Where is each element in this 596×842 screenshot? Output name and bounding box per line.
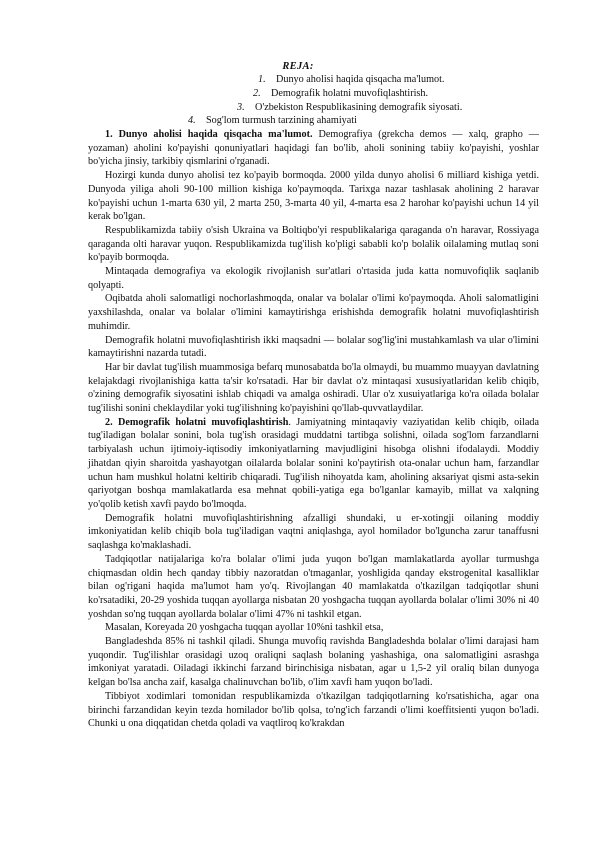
paragraph-text: Respublikamizda tabiiy o'sish Ukraina va Boltiqbo'yi respublikalariga qaraganda o'n haravar, Rossiyaga qaraganda olti haravar yuqon. Respublikamizda tug'ilish ko'pligi sababli ko'p bolalik oilalaming mutlaq soni ko'payib bormoqda.	[88, 224, 539, 264]
paragraph-text: Demografiya (grekcha demos — xalq, grapho — yozaman) aholini ko'payishi qonuniyatlari haqidagi fan bo'lib, aholi sonining tabiiy ko'payishi, yoshlar bo'yicha jinsiy, tarkibiy qismlarini o'rganadi.	[88, 129, 539, 168]
section-heading: 2. Demografik holatni muvofiqlashtirish	[105, 416, 289, 428]
plan-item-text: Demografik holatni muvofiqlashtirish.	[271, 88, 429, 99]
paragraph	[88, 169, 539, 224]
plan-item-number: 1.	[258, 74, 266, 85]
plan-item-number: 2.	[253, 88, 261, 99]
paragraph	[88, 361, 539, 416]
section-heading: 1. Dunyo aholisi haqida qisqacha ma'lumot.	[105, 129, 313, 140]
paragraph	[88, 292, 539, 333]
paragraph-text: Har bir davlat tug'ilish muammosiga befarq munosabatda bo'la olmaydi, bu muammo muayyan davlatning kelajakdagi rivojlanishiga katta ta'sir ko'rsatadi. Har bir davlat o'z mintaqasi xususiyatlaridan kelib chiqib, o'zining demografik siyosatini ishlab chiqadi va amalga oshiradi. Ular o'z xusuiyatlariga ko'ra oilada bolalar tug'ilishi sonini cheklaydilar yoki tug'ilishning ko'payishini qo'llab-quvvatlaydilar.	[88, 361, 539, 415]
paragraph-text: Hozirgi kunda dunyo aholisi tez ko'payib bormoqda. 2000 yilda dunyo aholisi 6 milliard kishiga yetdi. Dunyoda yiliga aholi 90-100 million kishiga ko'paymoqda. Tarixga nazar tashlasak aholining 2 haravar ko'payishi uchun 1-marta 630 yil, 2 marta 250, 3-marta 40 yil, 4-marta esa 2 harohar ko'payishi uchun 14 yil kerak bo'lgan.	[88, 170, 539, 223]
paragraph-text: Demografik holatni muvofiqlashtirishning afzalligi shundaki, u er-xotingji oilaning moddiy imkoniyatidan kelib chiqib bola tug'iladigan vaqtni aniqlashga, ayol homilador bo'lguncha zarur tanaffusni saqlashga ko'maklashadi.	[88, 512, 539, 552]
paragraph	[88, 690, 539, 731]
paragraph	[88, 128, 539, 169]
plan-title: REJA:	[282, 61, 314, 72]
paragraph-text: Demografik holatni muvofiqlashtirish ikki maqsadni — bolalar sog'lig'ini mustahkamlash va ular o'limini kamaytirishni nazarda tutadi.	[88, 334, 539, 360]
paragraph	[88, 416, 539, 512]
paragraph	[88, 553, 539, 622]
plan-item	[237, 101, 462, 115]
paragraph	[88, 224, 539, 265]
paragraph	[88, 635, 539, 690]
paragraph-text: . Jamiyatning mintaqaviy vaziyatidan kelib chiqib, oilada tug'iladigan bolalar sonini, bola tug'ish orasidagi muddatni tartibga solishni, oilada sog'lom farzandlarni tarbiyalash uchun ijtimoiy-iqtisodiy imkoniyatlarning mavjudligini hisobga olishni ifodalaydi. Moddiy jihatdan qiyin sharoitda yashayotgan oilalarda bolalar sonini ko'paytirish ota-onalar uchun ham, farzandlar uchun ham mushkul holatni keltirib chiqaradi. Tug'ilish nihoyatda kam, aholining aksariyat qismi asta-sekin qariyotgan boshqa mamlakatlarda esa mehnat qobili-yatiga ega bo'lganlar kamayib, millat va xalqning yo'qolib ketish xavfi paydo bo'lmoqda.	[88, 416, 539, 510]
paragraph-text: Mintaqada demografiya va ekologik rivojlanish sur'atlari o'rtasida juda katta nomuvofiqlik saqlanib qolyapti.	[88, 266, 539, 291]
paragraph	[88, 621, 539, 635]
paragraph-text: Masalan, Koreyada 20 yoshgacha tuqqan ayollar 10%ni tashkil etsa,	[105, 622, 384, 634]
paragraph-text: Tadqiqotlar natijalariga ko'ra bolalar o'limi juda yuqon bo'lgan mamlakatlarda ayollar turmushga chiqmasdan oldin hech qanday tibbiy nazoratdan o'tmaganlar, yoshligida qanday ekstrogenital kasalliklar bilan og'rigani haqida ma'lumot ham yo'q. Rivojlangan 40 mamlakatda o'tkazilgan tadqiqotlar shuni ko'rsatadiki, 20-29 yoshida tuqqan ayollarga nisbatan 20 yoshgacha tuqqan ayollarda bolalar o'limi 30% ni 40 yoshdan so'ng tuqqan ayollarda bolalar o'limi 47% ni tashkil etgan.	[88, 553, 539, 620]
plan-item-text: Sog'lom turmush tarzining ahamiyati	[206, 115, 357, 126]
paragraph-text: Tibbiyot xodimlari tomonidan respublikamizda o'tkazilgan tadqiqotlarning ko'rsatishicha, agar ona birinchi farzandidan keyin tezda homilador bo'lib qolsa, to'ng'ich farzandi o'limi koeffitsienti yuqon bo'ladi. Chunki u ona diqqatidan chetda qoladi va vaqtliroq ko'krakdan	[88, 690, 539, 730]
plan-item	[188, 114, 357, 128]
paragraph-text: Bangladeshda 85% ni tashkil qiladi. Shunga muvofiq ravishda Bangladeshda bolalar o'limi darajasi ham yuqondir. Tug'ilishlar orasidagi uzoq oraliqni saqlash bolaning yashashiga, ona salomatligini asrashga imkoniyat yaratadi. Oiladagi ikkinchi farzand birinchisiga nisbatan, agar u 1,5-2 yil oraliq bilan dunyoga kelgan bo'lsa ancha zaif, kasalga chalinuvchan bo'lib, o'lim xavfi ham yuqon bo'ladi.	[88, 636, 539, 689]
plan-item-text: Dunyo aholisi haqida qisqacha ma'lumot.	[276, 74, 445, 85]
plan-item	[258, 73, 444, 87]
plan-item-number: 4.	[188, 115, 196, 126]
paragraph-text: Oqibatda aholi salomatligi nochorlashmoqda, onalar va bolalar o'limi ko'paymoqda. Aholi salomatligini yaxshilashda, onalar va bolalar o'limini kamaytirishga erishishda demografik holatni muvofiqlashtirish muhimdir.	[88, 293, 539, 332]
paragraph	[88, 265, 539, 292]
document-body	[88, 128, 539, 731]
plan-item	[253, 87, 428, 101]
plan-item-number: 3.	[237, 102, 245, 113]
paragraph	[88, 334, 539, 361]
plan-item-text: O'zbekiston Respublikasining demografik siyosati.	[255, 102, 463, 113]
paragraph	[88, 512, 539, 553]
